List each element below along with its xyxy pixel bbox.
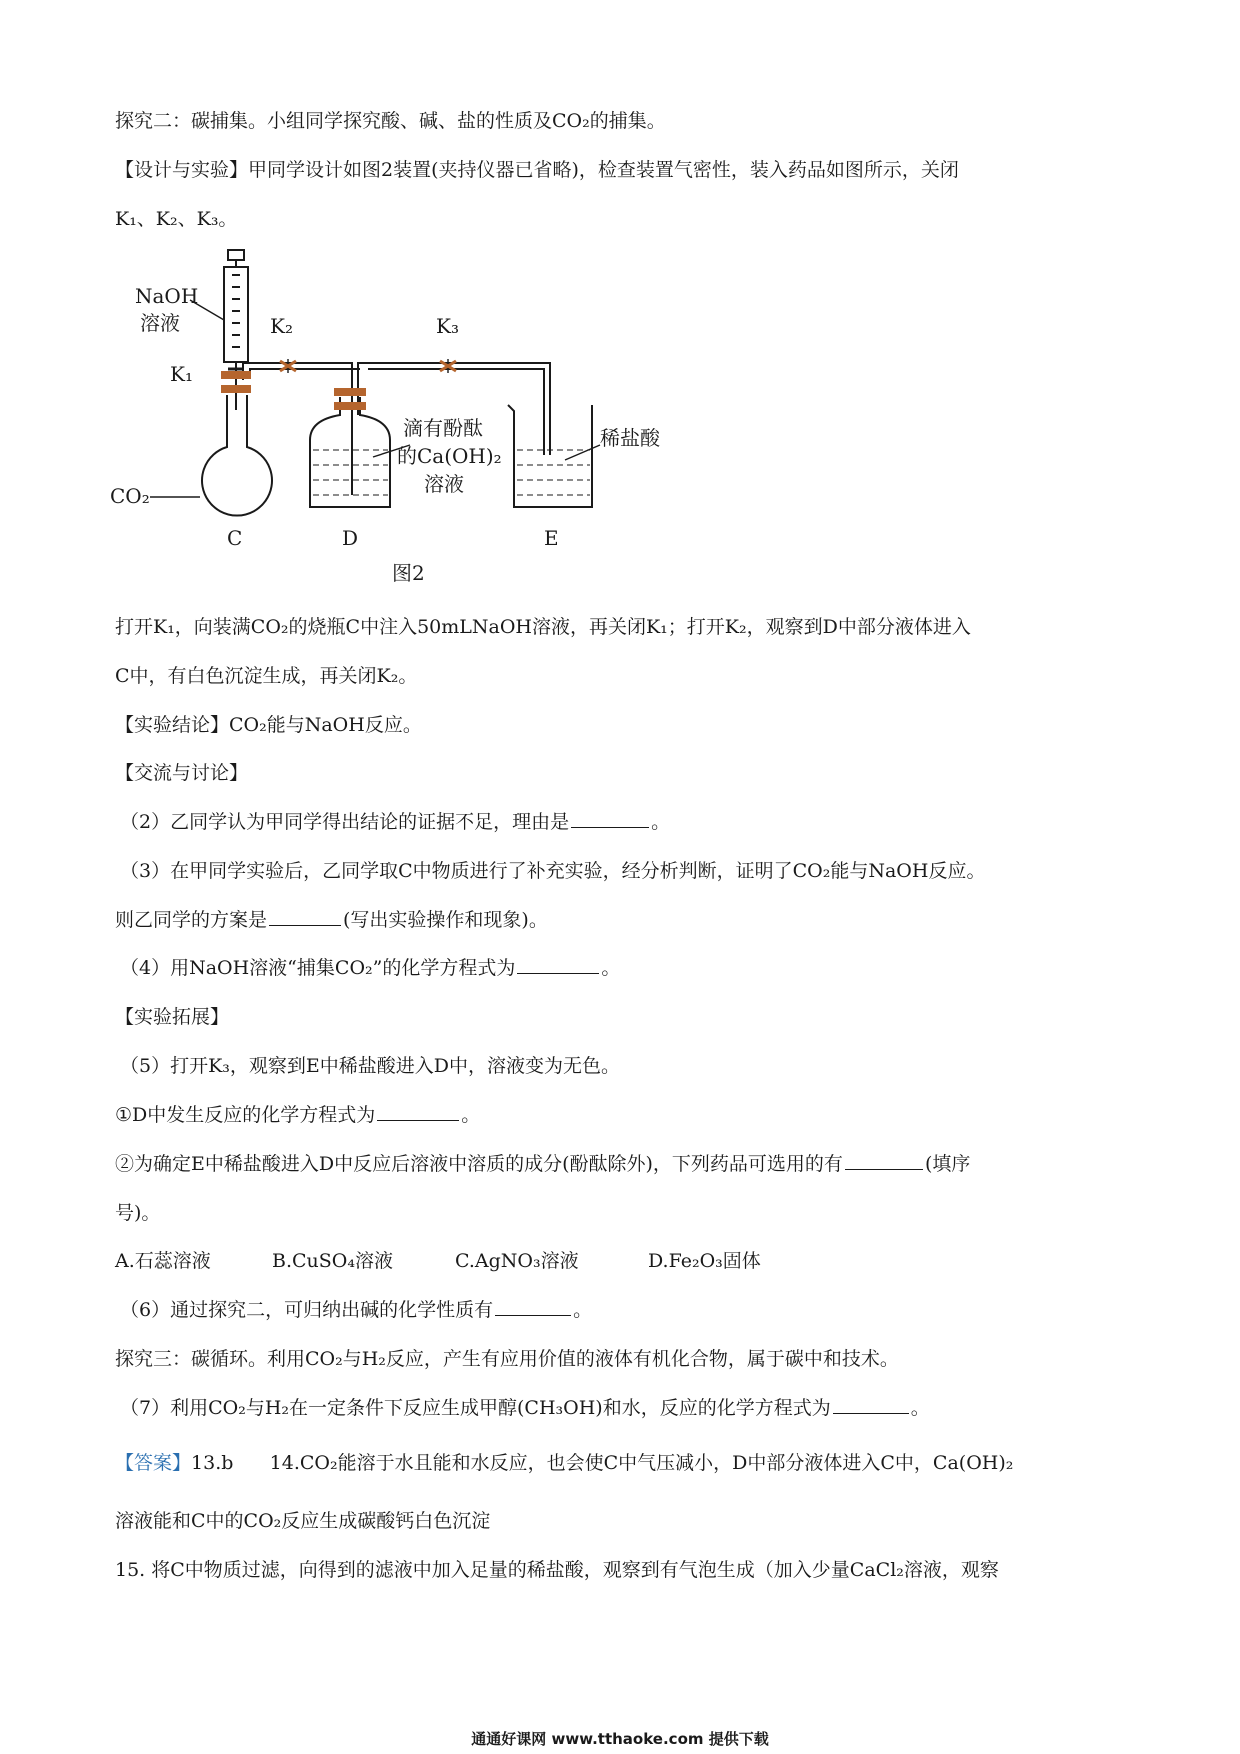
d-solution-label-2: 的Ca(OH)₂	[397, 444, 502, 468]
k2-label: K₂	[270, 314, 293, 338]
d-solution-label-1: 滴有酚酞	[403, 416, 483, 440]
bottle-d	[310, 397, 390, 507]
label-c: C	[227, 526, 243, 550]
section3-title: 探究三：碳循环。利用CO₂与H₂反应，产生有应用价值的液体有机化合物，属于碳中和技术。	[115, 1348, 899, 1370]
syringe-plunger-cap	[228, 250, 244, 260]
question-3-cont: 则乙同学的方案是 (写出实验操作和现象)。	[115, 909, 548, 931]
option-d: D.Fe₂O₃固体	[648, 1250, 761, 1272]
option-a: A.石蕊溶液	[115, 1250, 211, 1272]
answer-tag: 【答案】	[115, 1452, 192, 1474]
procedure-text: 打开K₁，向装满CO₂的烧瓶C中注入50mLNaOH溶液，再关闭K₁；打开K₂，观察到D中部分液体进入	[115, 616, 971, 638]
question-5a: ①D中发生反应的化学方程式为 。	[115, 1104, 481, 1126]
discussion-heading: 【交流与讨论】	[115, 762, 249, 784]
question-5b-cont: 号)。	[115, 1202, 161, 1224]
question-5: （5）打开K₃，观察到E中稀盐酸进入D中，溶液变为无色。	[120, 1055, 621, 1077]
answer-15: 15. 将C中物质过滤，向得到的滤液中加入足量的稀盐酸，观察到有气泡生成（加入少量CaCl₂溶液，观察	[115, 1559, 999, 1581]
extension-heading: 【实验拓展】	[115, 1006, 230, 1028]
d-solution-label-3: 溶液	[424, 472, 464, 496]
label-d: D	[342, 526, 359, 550]
question-7: （7）利用CO₂与H₂在一定条件下反应生成甲醇(CH₃OH)和水，反应的化学方程式为 。	[120, 1397, 930, 1419]
question-3: （3）在甲同学实验后，乙同学取C中物质进行了补充实验，经分析判断，证明了CO₂能与NaOH反应。	[120, 860, 986, 882]
co2-label: CO₂	[110, 484, 150, 508]
flask-c	[202, 395, 272, 516]
naoh-label: NaOH	[135, 284, 199, 308]
question-2: （2）乙同学认为甲同学得出结论的证据不足，理由是 。	[120, 811, 671, 833]
answer-14-cont: 溶液能和C中的CO₂反应生成碳酸钙白色沉淀	[115, 1510, 491, 1532]
question-5b: ②为确定E中稀盐酸进入D中反应后溶液中溶质的成分(酚酞除外)，下列药品可选用的有 (填序	[115, 1153, 971, 1175]
k3-label: K₃	[436, 314, 459, 338]
hcl-label: 稀盐酸	[600, 426, 660, 450]
conclusion: 【实验结论】CO₂能与NaOH反应。	[115, 714, 422, 736]
figure-caption: 图2	[392, 561, 425, 585]
label-e: E	[544, 526, 559, 550]
option-c: C.AgNO₃溶液	[455, 1250, 579, 1272]
design-text-cont: K₁、K₂、K₃。	[115, 208, 238, 230]
procedure-text-cont: C中，有白色沉淀生成，再关闭K₂。	[115, 665, 418, 687]
naoh-solution-label: 溶液	[140, 311, 180, 335]
option-b: B.CuSO₄溶液	[272, 1250, 393, 1272]
section2-title: 探究二：碳捕集。小组同学探究酸、碱、盐的性质及CO₂的捕集。	[115, 110, 666, 132]
question-4: （4）用NaOH溶液“捕集CO₂”的化学方程式为 。	[120, 957, 621, 979]
answer-13-14: 【答案】13.b 14.CO₂能溶于水且能和水反应，也会使C中气压减小，D中部分液体进入C中，Ca(OH)₂	[115, 1452, 1014, 1474]
design-text: 【设计与实验】甲同学设计如图2装置(夹持仪器已省略)，检查装置气密性，装入药品如图所示，关闭	[115, 159, 959, 181]
footer-watermark: 通通好课网 www.tthaoke.com 提供下载	[471, 1730, 769, 1748]
k1-label: K₁	[170, 362, 193, 386]
question-6: （6）通过探究二，可归纳出碱的化学性质有 。	[120, 1299, 593, 1321]
apparatus-figure	[110, 245, 770, 600]
